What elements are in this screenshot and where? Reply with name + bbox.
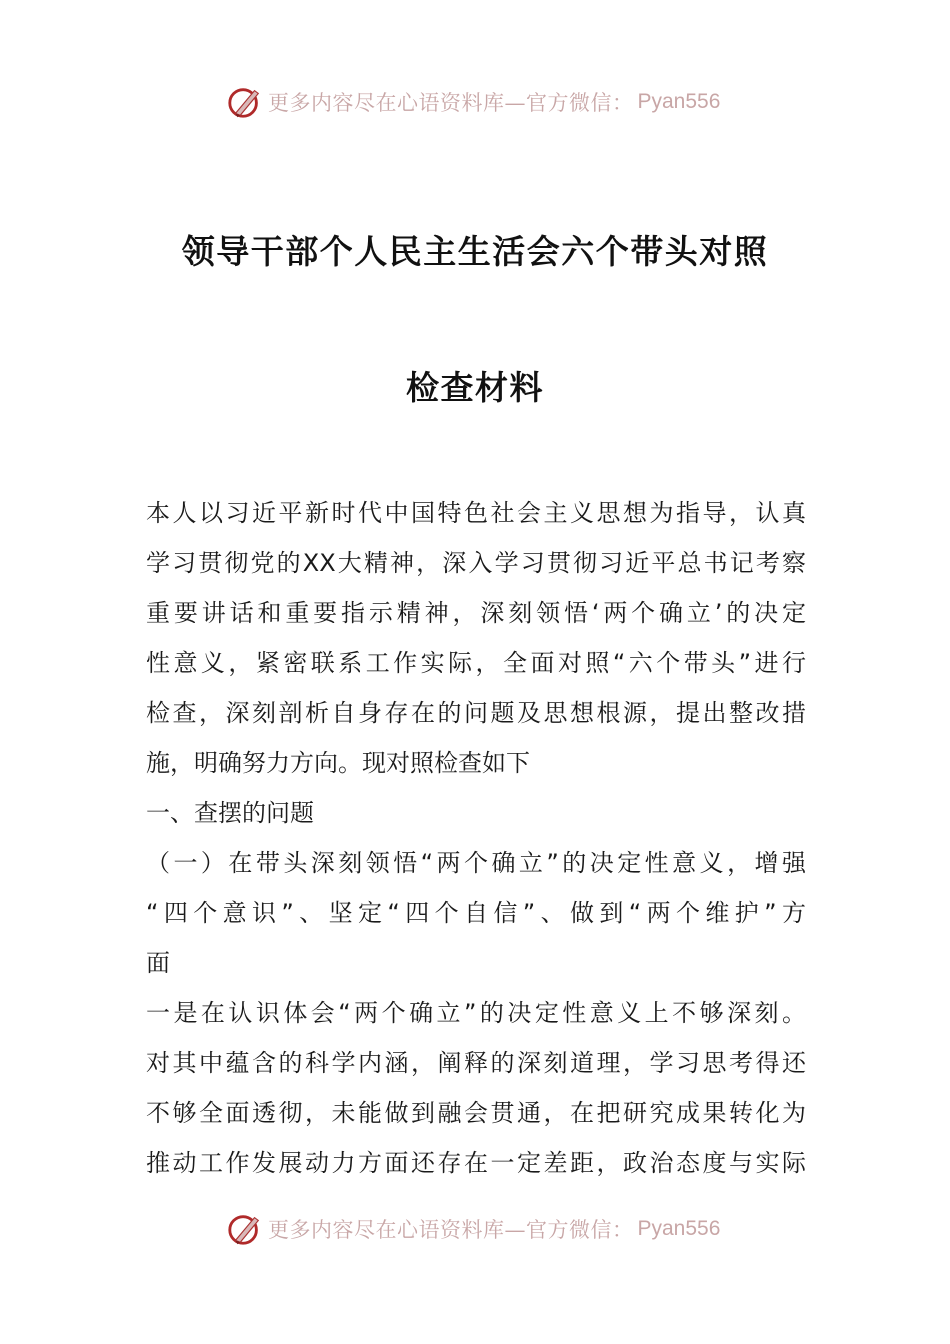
body-line: 施，明确努力方向。现对照检查如下	[146, 749, 530, 777]
header-banner	[226, 82, 720, 122]
body-line: 学习贯彻党的XX大精神，深入学习贯彻习近平总书记考察	[146, 549, 806, 577]
wechat-id: Pyan556	[637, 1217, 721, 1240]
banner-text: 更多内容尽在心语资料库—官方微信：	[268, 1218, 634, 1242]
subsection-heading: （一）在带头深刻领悟“两个确立”的决定性意义，增强	[146, 849, 806, 877]
body-line: 对其中蕴含的科学内涵，阐释的深刻道理，学习思考得还	[146, 1049, 806, 1077]
body-line: 本人以习近平新时代中国特色社会主义思想为指导，认真	[146, 499, 806, 527]
pen-logo-icon	[226, 1210, 264, 1248]
body-line: 推动工作发展动力方面还存在一定差距，政治态度与实际	[146, 1149, 806, 1177]
body-line: 检查，深刻剖析自身存在的问题及思想根源，提出整改措	[146, 699, 806, 727]
pen-logo-icon	[226, 83, 264, 121]
banner-text: 更多内容尽在心语资料库—官方微信：	[268, 91, 634, 115]
wechat-id: Pyan556	[637, 90, 721, 113]
footer-banner	[226, 1209, 720, 1249]
document-title: 领导干部个人民主生活会六个带头对照	[181, 232, 769, 271]
subsection-heading-cont: “四个意识”、坚定“四个自信”、做到“两个维护”方	[146, 899, 806, 927]
document-title-line2: 检查材料	[406, 368, 544, 407]
body-line: 重要讲话和重要指示精神，深刻领悟‘两个确立’的决定	[146, 599, 806, 627]
document-body	[146, 488, 806, 1188]
body-line: 性意义，紧密联系工作实际，全面对照“六个带头”进行	[146, 649, 806, 677]
body-line: 一是在认识体会“两个确立”的决定性意义上不够深刻。	[146, 999, 806, 1027]
section-heading: 一、查摆的问题	[146, 799, 314, 827]
subsection-heading-end: 面	[146, 949, 170, 977]
body-line: 不够全面透彻，未能做到融会贯通，在把研究成果转化为	[146, 1099, 806, 1127]
